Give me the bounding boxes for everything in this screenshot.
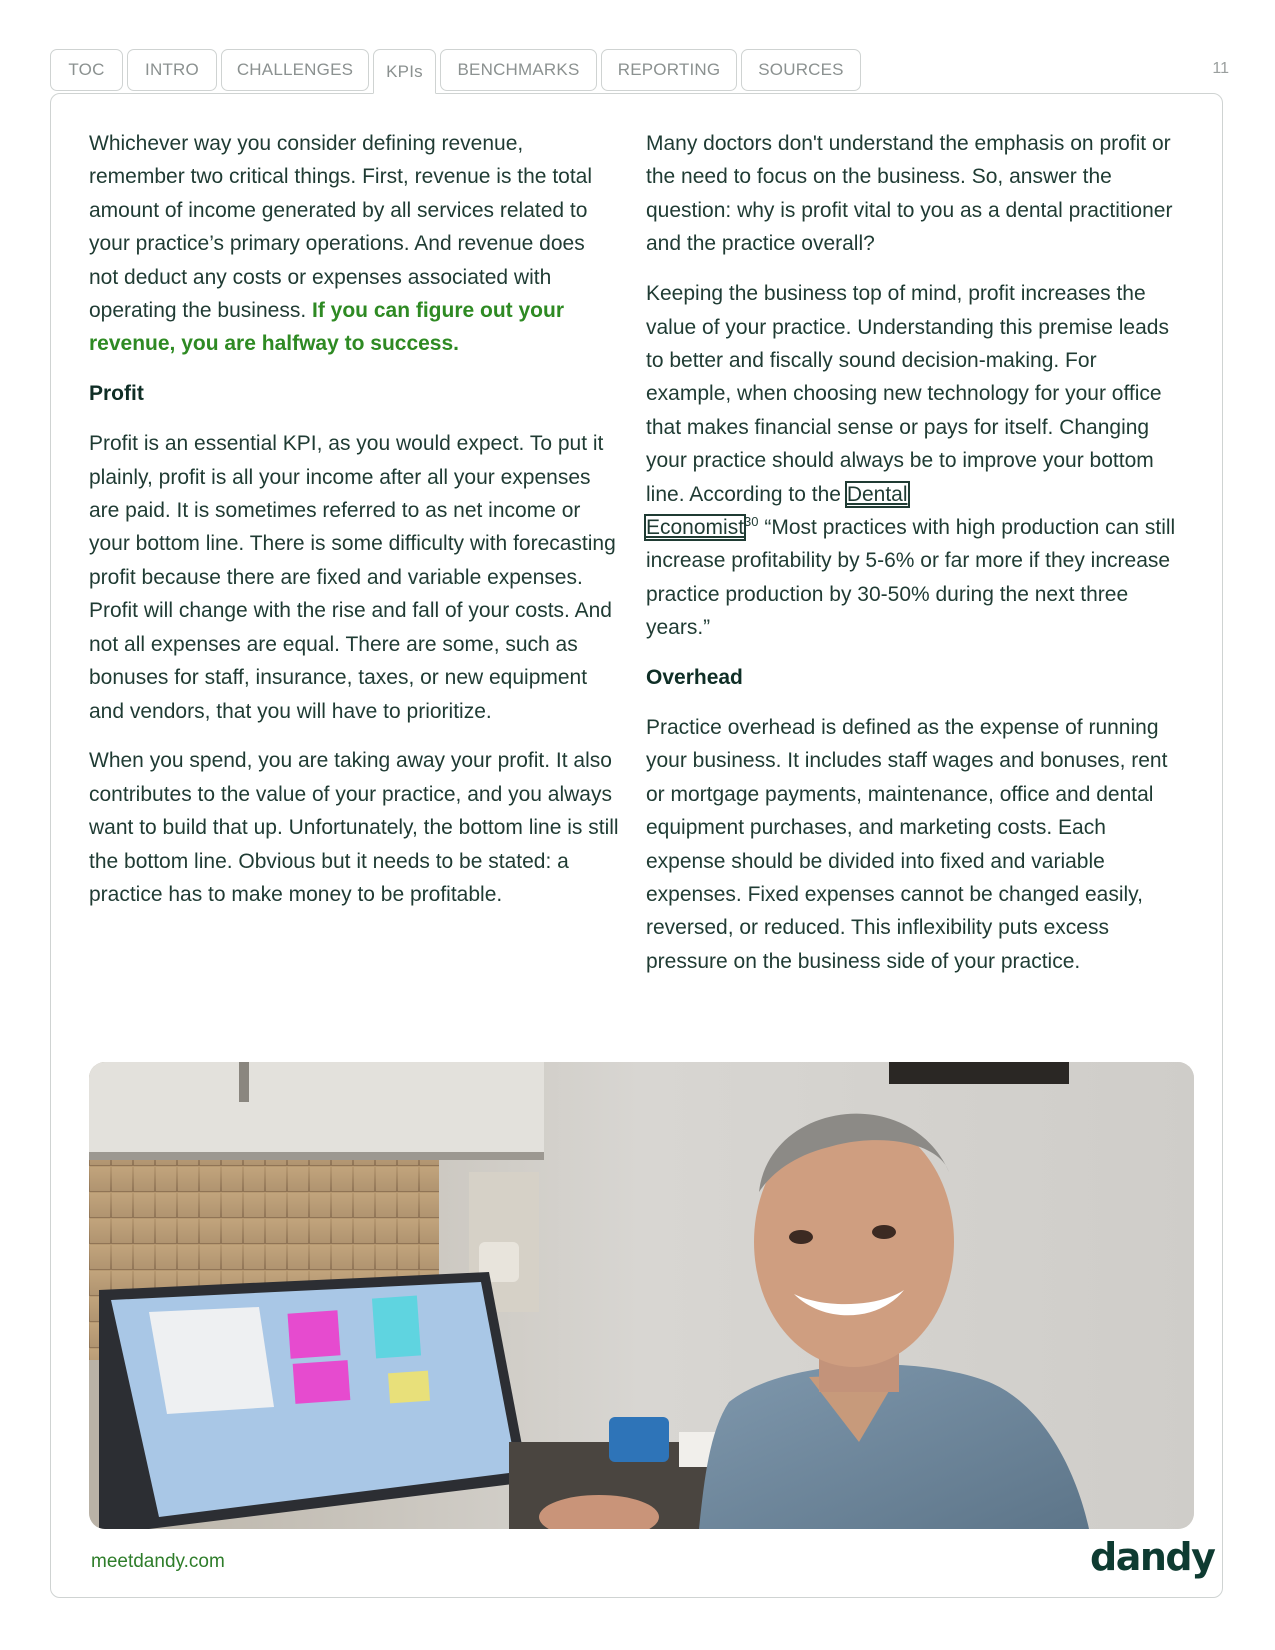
tab-kpis[interactable]: KPIs xyxy=(373,49,436,94)
tab-intro[interactable]: INTRO xyxy=(127,49,217,91)
business-paragraph xyxy=(646,277,1181,644)
revenue-paragraph xyxy=(89,127,619,361)
heading-overhead: Overhead xyxy=(646,666,743,690)
dandy-logo: dandy xyxy=(1090,1535,1215,1579)
business-text: Keeping the business top of mind, profit increases the value of your practice. Understanding this premise leads to better and fiscally sound decision-making. For example, when choosing new technology for your office that makes financial sense or pays for itself. Changing your practice should always be to improve your bottom line. According to the xyxy=(646,282,1169,506)
profit-paragraph: Profit is an essential KPI, as you would expect. To put it plainly, profit is all your income after all your expenses are paid. It is sometimes referred to as net income or your bottom line. There is some difficulty with forecasting profit because there are fixed and variable expenses. Profit will change with the rise and fall of your costs. And not all expenses are equal. There are some, such as bonuses for staff, insurance, taxes, or new equipment and vendors, that you will have to prioritize. xyxy=(89,432,616,723)
overhead-paragraph: Practice overhead is defined as the expense of running your business. It includes staff wages and bonuses, rent or mortgage payments, maintenance, office and dental equipment purchases, and marketing costs. Each expense should be divided into fixed and variable expenses. Fixed expenses cannot be changed easily, reversed, or reduced. This inflexibility puts excess pressure on the business side of your practice. xyxy=(646,716,1168,973)
dentist-photo-illustration xyxy=(89,1062,1194,1529)
section-tabs xyxy=(50,49,861,93)
tab-sources[interactable]: SOURCES xyxy=(741,49,861,91)
left-column xyxy=(89,127,619,928)
tab-toc[interactable]: TOC xyxy=(50,49,123,91)
spend-paragraph: When you spend, you are taking away your profit. It also contributes to the value of your practice, and you always want to build that up. Unfortunately, the bottom line is still the bottom line. Obvious but it needs to be stated: a practice has to make money to be profitable. xyxy=(89,749,619,907)
doctors-paragraph: Many doctors don't understand the emphasis on profit or the need to focus on the business. So, answer the question: why is profit vital to you as a dental practitioner and the practice overall? xyxy=(646,132,1173,256)
tab-benchmarks[interactable]: BENCHMARKS xyxy=(440,49,597,91)
revenue-text: Whichever way you consider defining revenue, remember two critical things. First, revenue is the total amount of income generated by all services related to your practice’s primary operations. And revenue does not deduct any costs or expenses associated with operating the business. xyxy=(89,132,593,323)
dental-economist-link-a[interactable]: Dental xyxy=(846,482,908,506)
dentist-photo xyxy=(89,1062,1194,1529)
quote-text: “Most practices with high production can still increase profitability by 5-6% or far more if they increase practice production by 30-50% during the next three years.” xyxy=(646,515,1176,640)
revenue-highlight: If you can figure out your revenue, you are halfway to success. xyxy=(89,299,565,356)
heading-profit: Profit xyxy=(89,382,144,406)
page-number: 11 xyxy=(1212,60,1229,77)
tab-challenges[interactable]: CHALLENGES xyxy=(221,49,369,91)
tab-reporting[interactable]: REPORTING xyxy=(601,49,737,91)
right-column xyxy=(646,127,1181,995)
footnote-ref: 30 xyxy=(744,513,759,529)
dental-economist-link-b[interactable]: Economist xyxy=(646,515,745,539)
site-link[interactable]: meetdandy.com xyxy=(91,1551,225,1572)
